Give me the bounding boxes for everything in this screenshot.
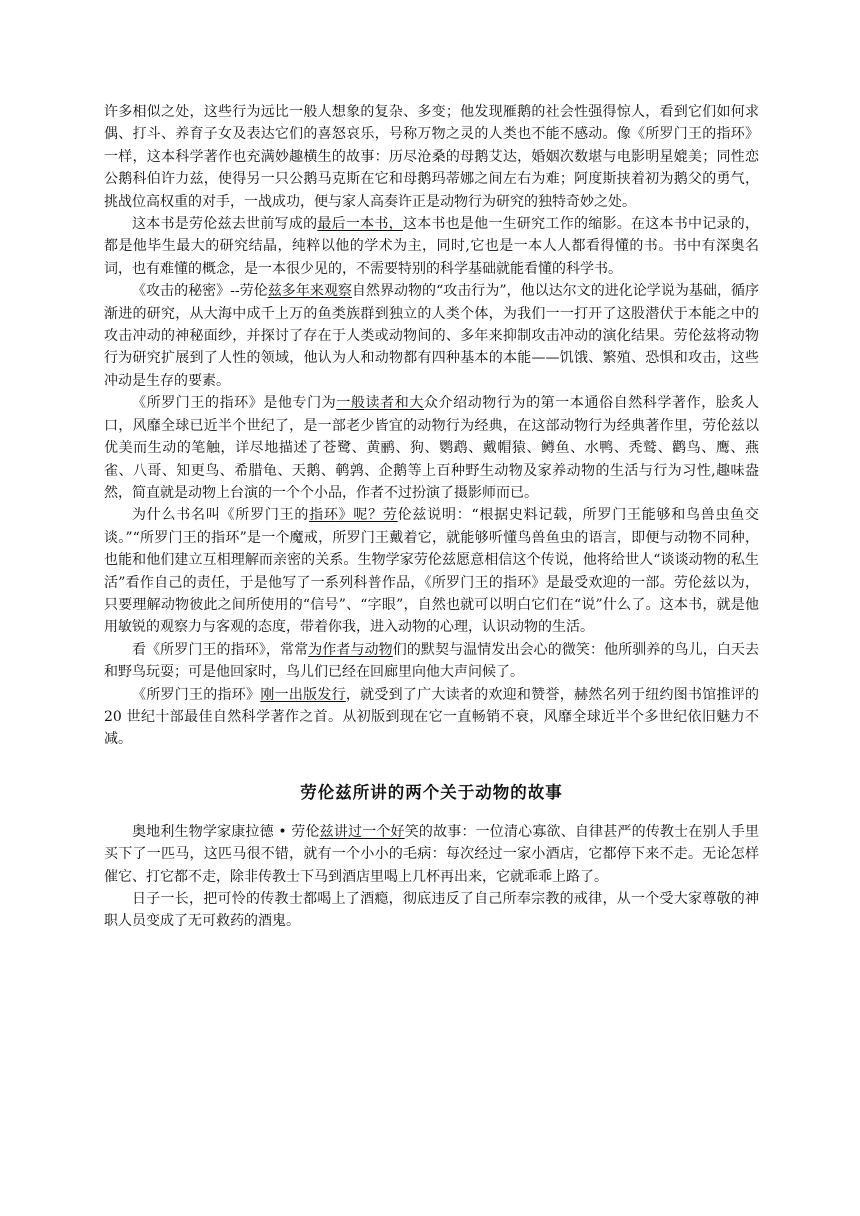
- paragraph: [104, 504, 759, 638]
- text-run: 这本书也是他一生研究工作的缩影。在这本书中记录的，都是他毕生最大的研究结晶，纯粹以他的学术为主，同时,它也是一本人人都看得懂的书。书中有深奥名词，也有难懂的概念，是一本很少见的，不需要特别的科学基础就能看懂的科学书。: [104, 216, 760, 277]
- paragraph: [104, 639, 759, 684]
- text-run: 《所罗门王的指环》是他专门为: [132, 395, 337, 412]
- paragraph: [104, 821, 759, 888]
- underlined-text: 兹讲过一个好: [319, 823, 405, 840]
- text-run: 为什么书名叫《所罗门王的: [132, 507, 310, 524]
- paragraph: [104, 280, 759, 392]
- text-run: 笑的故事：一位清心寡欲、自律甚严的传教士在别人手里买下了一匹马，这匹马很不错，就有一个小小的毛病：每次经过一家小酒店，它都停下来不走。无论怎样催它、打它都不走，除非传教士下马到酒店里喝上几杯再出来，它就乖乖上路了。: [104, 823, 760, 885]
- text-run: 这本书是劳伦兹去世前写成的: [132, 216, 318, 233]
- text-run: 《攻击的秘密》--劳伦: [132, 283, 268, 300]
- text-run: 自然界动物的“攻击行为”，他以达尔文的进化论学说为基础，循序渐进的研究，从大海中成千上万的鱼类族群到独立的人类个体，为我们一一打开了这股潜伏于本能之中的攻击冲动的神秘面纱，并探讨了存在于人类或动物间的、多年来抑制攻击冲动的演化结果。劳伦兹将动物行为研究扩展到了人性的领域，他认为人和动物都有四种基本的本能——饥饿、繁殖、恐惧和攻击，这些冲动是生存的要素。: [104, 283, 759, 389]
- section-body: [104, 821, 759, 933]
- paragraph: [104, 888, 759, 933]
- section-heading: 劳伦兹所讲的两个关于动物的故事: [300, 782, 563, 802]
- text-run: 伦兹说明：“根据史料记载，所罗门王能够和鸟兽虫鱼交谈。”“所罗门王的指环”是一个魔戒，所罗门王戴着它，就能够听懂鸟兽鱼虫的语言，即便与动物不同种，也能和他们建立互相理解而亲密的关系。生物学家劳伦兹愿意相信这个传说，他将给世人“谈谈动物的私生活”看作自己的责任，于是他写了一系列科普作品，《所罗门王的指环》是最受欢迎的一部。劳伦兹以为，只要理解动物彼此之间所使用的“信号”、“字眼”，自然也就可以明白它们在“说”什么了。这本书，就是他用敏锐的观察力与客观的态度，带着你我，进入动物的心理，认识动物的生活。: [104, 507, 760, 636]
- underlined-text: 最后一本书，: [317, 216, 403, 233]
- underlined-text: 刚一出版发行: [260, 686, 346, 703]
- text-run: 看《所罗门王的指环》，常常: [132, 641, 309, 658]
- text-run: 许多相似之处，这些行为远比一般人想象的复杂、多变；他发现雁鹅的社会性强得惊人，看到它们如何求偶、打斗、养育子女及表达它们的喜怒哀乐，号称万物之灵的人类也不能不感动。像《所罗门王的指环》一样，这本科学著作也充满妙趣横生的故事：历尽沧桑的母鹅艾达，婚姻次数堪与电影明星媲美；同性恋公鹅科伯许力兹，使得另一只公鹅马克斯在它和母鹅玛蒂娜之间左右为难；阿度斯挟着初为鹅父的勇气，挑战位高权重的对手，一战成功，便与家人高奏许正是动物行为研究的独特奇妙之处。: [104, 104, 759, 210]
- underlined-text: 为作者与动物: [308, 641, 393, 658]
- underlined-text: 指环》呢？劳: [309, 507, 398, 524]
- underlined-text: 兹多年来观察: [267, 283, 352, 300]
- text-run: 奥地利生物学家康拉德 • 劳伦: [132, 823, 320, 840]
- paragraph: [104, 684, 759, 751]
- paragraph: [104, 392, 759, 504]
- text-run: 们的默契与温情发出会心的微笑：他所驯养的鸟儿，白天去和野鸟玩耍；可是他回家时，鸟儿们已经在回廊里向他大声问候了。: [104, 641, 760, 681]
- document-page: [104, 101, 759, 933]
- text-run: 日子一长，把可怜的传教士都喝上了酒瘾，彻底违反了自己所奉宗教的戒律，从一个受大家尊敬的神职人员变成了无可救药的酒鬼。: [104, 891, 759, 930]
- underlined-text: 一般读者和大: [336, 395, 424, 412]
- text-run: 《所罗门王的指环》: [132, 686, 261, 703]
- paragraph: [104, 213, 759, 280]
- paragraph: [104, 101, 759, 213]
- body-text: [104, 101, 759, 751]
- text-run: 众介绍动物行为的第一本通俗自然科学著作，脍炙人口，风靡全球已近半个世纪了，是一部老少皆宜的动物行为经典，在这部动物行为经典著作里，劳伦兹以优美而生动的笔触，详尽地描述了苍鹭、黄鹂、狗、鹦鹉、戴帽猿、鳟鱼、水鸭、秃鹫、鹳鸟、鹰、燕雀、八哥、知更鸟、希腊龟、天鹅、鹌鹑、企鹅等上百种野生动物及家养动物的生活与行为习性,趣味盎然，简直就是动物上台演的一个个小品，作者不过扮演了摄影师而已。: [104, 395, 760, 501]
- text-run: ，就受到了广大读者的欢迎和赞誉，赫然名列于纽约图书馆推评的 20 世纪十部最佳自然科学著作之首。从初版到现在它一直畅销不衰，风靡全球近半个多世纪依旧魅力不减。: [104, 686, 760, 748]
